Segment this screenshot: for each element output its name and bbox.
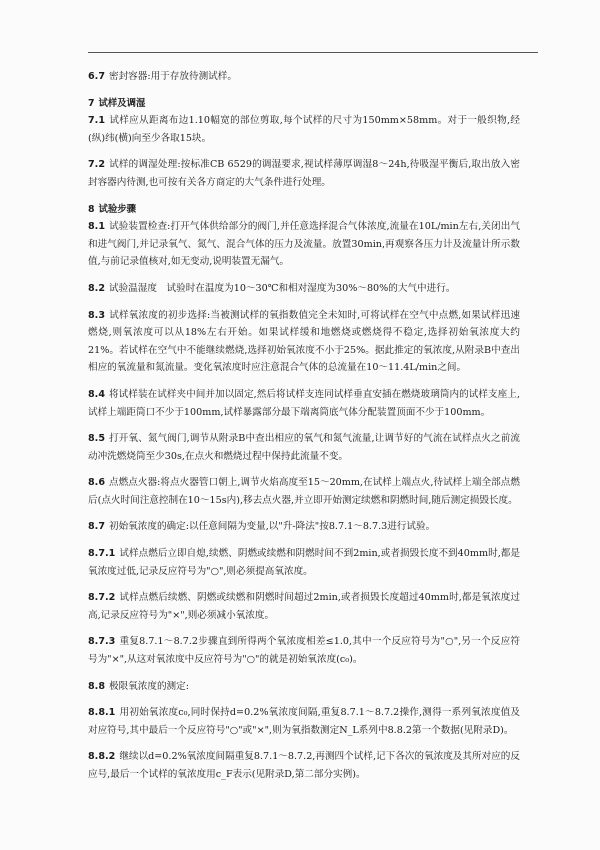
document-body	[88, 68, 520, 784]
clause-number: 8.5	[88, 433, 105, 445]
clause-text: 继续以d=0.2%氧浓度间隔重复8.7.1～8.7.2,再测四个试样,记下各次的氧浓度及其所对应的反应号,最后一个试样的氧浓度用c_F表示(见附录D,第二部分实例)。	[88, 751, 520, 780]
clause-text: 初始氧浓度的确定:以任意间隔为变量,以"升-降法"按8.7.1～8.7.3进行试验。	[109, 521, 436, 533]
clause-number: 8.7.2	[88, 592, 116, 604]
clause-number: 8.8.1	[88, 707, 116, 719]
clause-paragraph	[88, 633, 520, 668]
clause-number: 7.2	[88, 159, 105, 171]
clause-text: 点燃点火器:将点火器管口朝上,调节火焰高度至15～20mm,在试样上端点火,待试样上端全部点燃后(点火时间注意控制在10～15s内),移去点火器,并立即开始测定续燃和阴燃时间,随后测定损毁长度。	[88, 477, 520, 506]
clause-number: 7.1	[88, 115, 105, 127]
clause-paragraph	[88, 589, 520, 624]
clause-paragraph	[88, 112, 520, 147]
clause-number: 8.2	[88, 282, 105, 294]
clause-text: 试样及调湿	[98, 97, 146, 109]
clause-paragraph	[88, 678, 520, 696]
clause-paragraph	[88, 430, 520, 465]
clause-number: 8	[88, 203, 95, 215]
clause-text: 试验装置检查:打开气体供给部分的阀门,并任意选择混合气体浓度,流量在10L/min左右,关闭出气和进气阀门,并记录氧气、氮气、混合气体的压力及流量。放置30min,再观察各压力计及流量计所示数值,与前记录值核对,如无变动,说明装置无漏气。	[88, 221, 520, 268]
section-heading	[88, 201, 520, 219]
clause-text: 试验温湿度 试验时在温度为10～30℃和相对湿度为30%～80%的大气中进行。	[109, 282, 456, 294]
clause-paragraph	[88, 218, 520, 271]
clause-paragraph	[88, 704, 520, 739]
clause-number: 8.7.1	[88, 548, 116, 560]
clause-text: 试验步骤	[98, 203, 137, 215]
clause-number: 8.8.2	[88, 751, 116, 763]
clause-text: 试样的调湿处理:按标准CB 6529的调湿要求,视试样薄厚调湿8～24h,待吸湿平衡后,取出放入密封容器内待测,也可按有关各方商定的大气条件进行处理。	[88, 159, 520, 188]
clause-number: 8.8	[88, 680, 105, 692]
clause-paragraph	[88, 68, 520, 86]
clause-text: 用初始氧浓度c₀,同时保持d=0.2%氧浓度间隔,重复8.7.1～8.7.2操作,测得一系列氧浓度值及对应符号,其中最后一个反应符号"○"或"×",则为氧指数测定N_L系列中8.8.2第一个数据(见附录D)。	[88, 707, 520, 736]
clause-text: 极限氧浓度的测定:	[109, 680, 189, 692]
clause-text: 将试样装在试样夹中间并加以固定,然后将试样支连同试样垂直安插在燃烧玻璃筒内的试样支座上,试样上端距筒口不少于100mm,试样暴露部分最下端离筒底气体分配装置顶面不少于100mm。	[88, 388, 520, 418]
clause-text: 打开氧、氮气阀门,调节从附录B中查出相应的氧气和氮气流量,让调节好的气流在试样点火之前流动冲洗燃烧筒至少30s,在点火和燃烧过程中保持此流量不变。	[88, 433, 520, 462]
clause-number: 8.4	[88, 388, 105, 400]
clause-text: 试样点燃后续燃、阴燃或续燃和阴燃时间超过2min,或者损毁长度超过40mm时,都是氧浓度过高,记录反应符号为"×",则必须减小氧浓度。	[88, 592, 520, 621]
clause-paragraph	[88, 386, 520, 421]
clause-paragraph	[88, 280, 520, 298]
clause-number: 8.6	[88, 477, 105, 489]
clause-text: 试样点燃后立即自熄,续燃、阴燃或续燃和阴燃时间不到2min,或者损毁长度不到40mm时,都是氧浓度过低,记录反应符号为"○",则必须提高氧浓度。	[88, 548, 520, 577]
section-heading	[88, 95, 520, 113]
clause-paragraph	[88, 748, 520, 783]
header-rule	[88, 52, 538, 53]
clause-paragraph	[88, 545, 520, 580]
clause-paragraph	[88, 156, 520, 191]
clause-paragraph	[88, 307, 520, 377]
clause-number: 8.7	[88, 521, 105, 533]
clause-paragraph	[88, 518, 520, 536]
clause-paragraph	[88, 474, 520, 509]
clause-text: 密封容器:用于存放待测试样。	[109, 71, 237, 82]
clause-number: 6.7	[88, 71, 105, 82]
clause-number: 8.1	[88, 221, 105, 233]
clause-text: 试样氧浓度的初步选择:当被测试样的氧指数值完全未知时,可将试样在空气中点燃,如果试样迅速燃烧,则氧浓度可以从18%左右开始。如果试样缓和地燃烧或燃烧得不稳定,选择初始氧浓度大约21%。若试样在空气中不能继续燃烧,选择初始氧浓度不小于25%。据此推定的氧浓度,从附录B中查出相应的氧流量和氮流量。变化氧浓度时应注意混合气体的总流量在10～11.4L/min之间。	[88, 309, 520, 374]
clause-text: 试样应从距离布边1.10幅宽的部位剪取,每个试样的尺寸为150mm×58mm。对于一般织物,经(纵)纬(横)向至少各取15块。	[88, 115, 520, 144]
clause-text: 重复8.7.1～8.7.2步骤直到所得两个氧浓度相差≤1.0,其中一个反应符号为"○",另一个反应符号为"×",从这对氧浓度中反应符号为"○"的就是初始氧浓度(c₀)。	[88, 636, 520, 666]
clause-number: 7	[88, 97, 95, 109]
clause-number: 8.3	[88, 309, 105, 321]
clause-number: 8.7.3	[88, 636, 116, 648]
